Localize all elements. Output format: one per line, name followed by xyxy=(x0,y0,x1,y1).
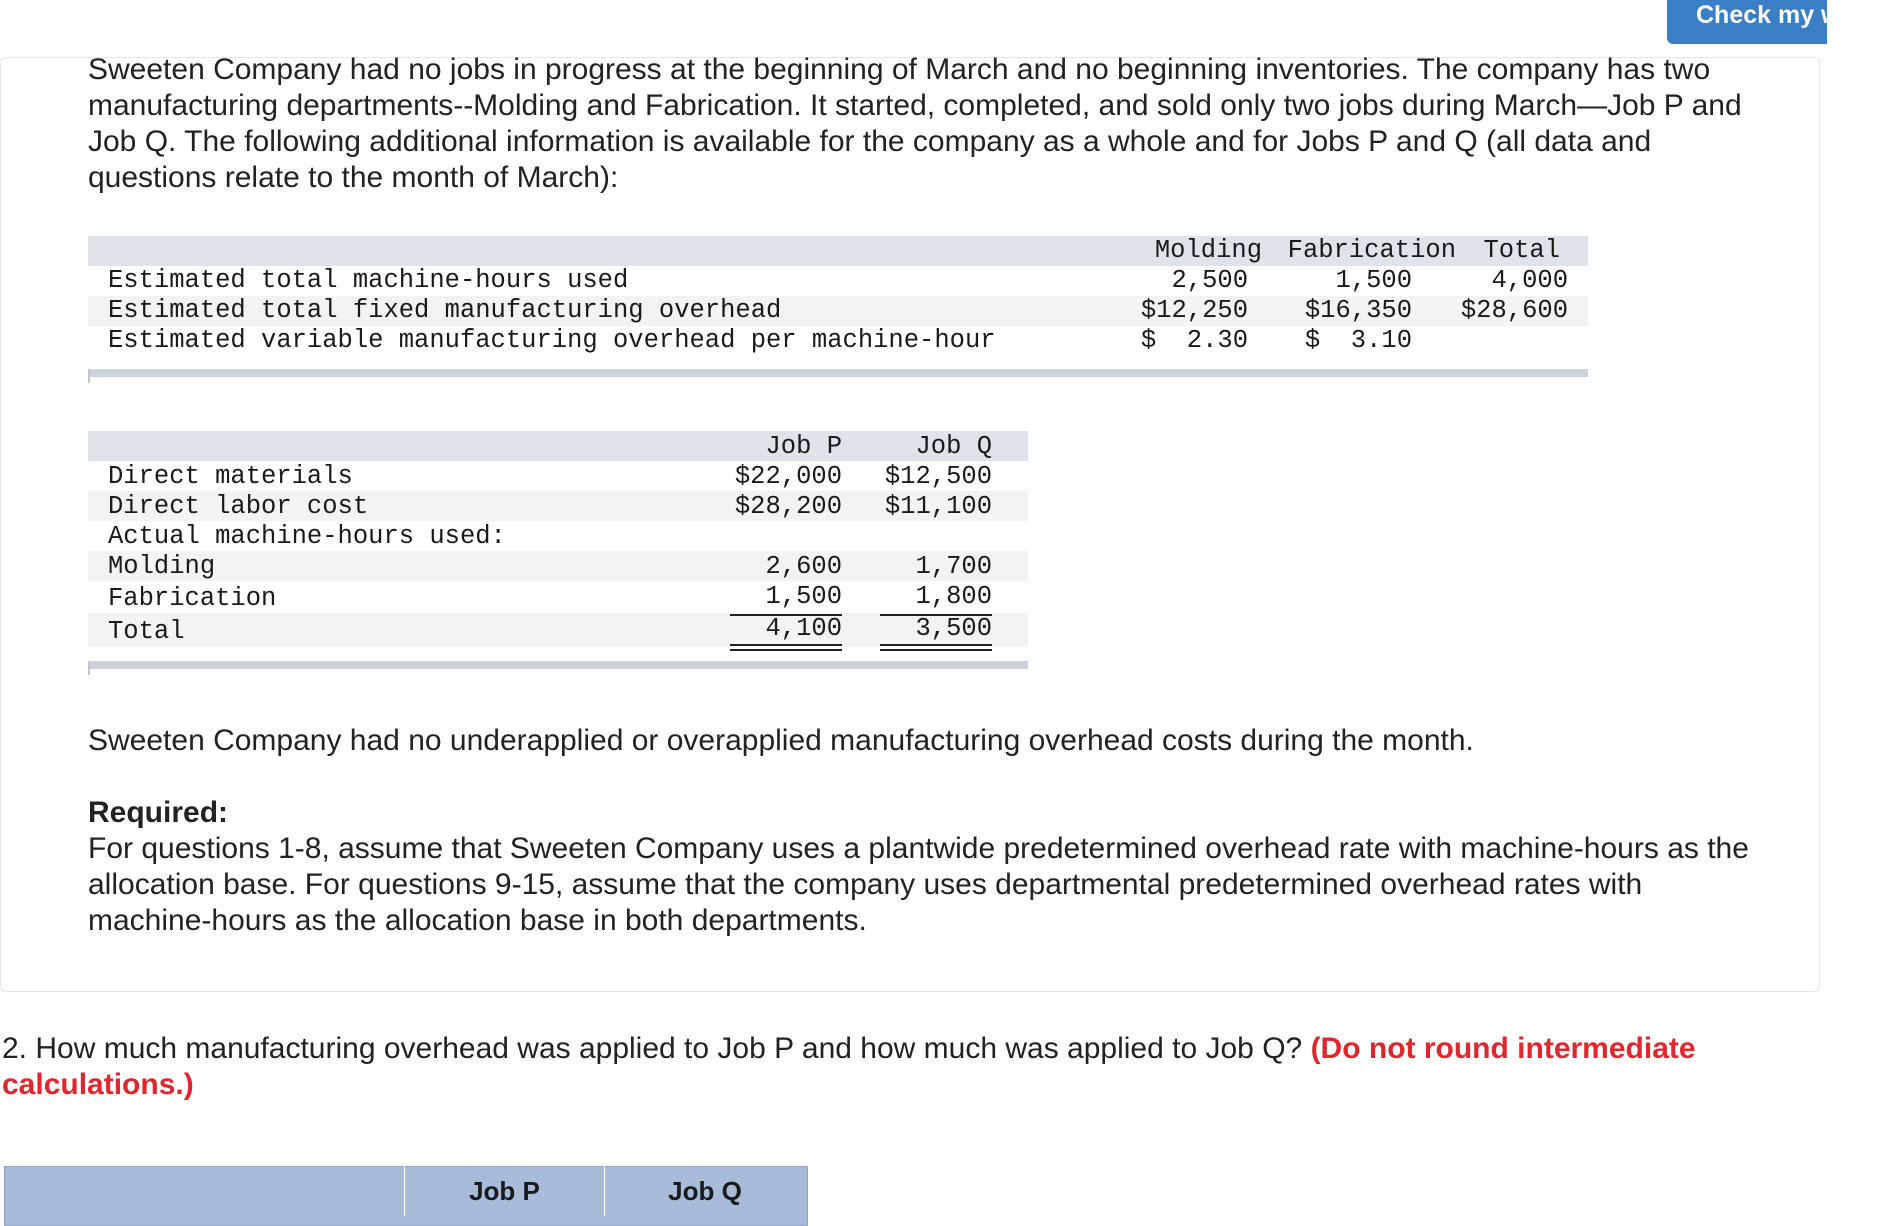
job-table-bottom-rule xyxy=(88,661,1028,669)
dept-row-label: Estimated total fixed manufacturing overhead xyxy=(108,296,782,325)
dept-table-rule-tick xyxy=(88,369,90,383)
job-row-label: Actual machine-hours used: xyxy=(108,522,506,551)
job-p-total-double-underline xyxy=(730,649,842,651)
answer-header-job-q: Job Q xyxy=(604,1166,805,1216)
dept-cell-total: $28,600 xyxy=(1460,296,1568,325)
job-header-q: Job Q xyxy=(915,432,992,461)
required-section xyxy=(88,795,1768,939)
job-cell-p: 2,600 xyxy=(765,552,842,581)
dept-header-fabrication: Fabrication xyxy=(1287,236,1456,265)
question-note: (Do not round intermediate calculations.) xyxy=(2,1032,1696,1101)
dept-header-total: Total xyxy=(1483,236,1560,265)
question-text-block xyxy=(2,1031,1792,1103)
job-cell-p: $28,200 xyxy=(734,492,842,521)
intro-paragraph: Sweeten Company had no jobs in progress at the beginning of March and no beginning inventories. The company has two manufacturing departments--Molding and Fabrication. It started, completed, and sold only two jobs during March—Job P and Job Q. The following additional information is available for the company as a whole and for Jobs P and Q (all data and questions relate to the month of March): xyxy=(88,53,1742,194)
job-q-total-double-underline xyxy=(880,649,992,651)
job-cell-q: 3,500 xyxy=(915,614,992,643)
job-cell-p: 1,500 xyxy=(765,582,842,611)
required-label: Required: xyxy=(88,796,229,829)
dept-cell-fabrication: 1,500 xyxy=(1335,266,1412,295)
dept-row-label: Estimated variable manufacturing overhead per machine-hour xyxy=(108,326,996,355)
job-cell-p: $22,000 xyxy=(734,462,842,491)
job-cell-p: 4,100 xyxy=(765,614,842,643)
job-row-label: Fabrication xyxy=(108,584,277,613)
dept-cell-fabrication: $ 3.10 xyxy=(1304,326,1412,355)
job-p-total-double-underline xyxy=(730,644,842,646)
dept-cell-molding: $12,250 xyxy=(1140,296,1248,325)
job-cell-q: $11,100 xyxy=(884,492,992,521)
question-text: 2. How much manufacturing overhead was applied to Job P and how much was applied to Job Q? xyxy=(2,1032,1303,1065)
underapplied-paragraph: Sweeten Company had no underapplied or overapplied manufacturing overhead costs during the month. xyxy=(88,724,1474,757)
dept-header-molding: Molding xyxy=(1154,236,1262,265)
job-row-label: Total xyxy=(108,617,185,646)
dept-row-label: Estimated total machine-hours used xyxy=(108,266,629,295)
job-cell-q: 1,700 xyxy=(915,552,992,581)
job-header-p: Job P xyxy=(765,432,842,461)
required-text: For questions 1-8, assume that Sweeten Company uses a plantwide predetermined overhead rate with machine-hours as the allocation base. For questions 9-15, assume that the company uses departmental predetermined overhead rates with machine-hours as the allocation base in both departments. xyxy=(88,832,1749,937)
job-cell-q: 1,800 xyxy=(915,582,992,611)
dept-table-bottom-rule xyxy=(88,369,1588,377)
answer-header-job-p: Job P xyxy=(404,1166,604,1216)
job-table-rule-tick xyxy=(88,661,90,675)
job-row-label: Direct labor cost xyxy=(108,492,369,521)
dept-cell-total: 4,000 xyxy=(1491,266,1568,295)
dept-cell-molding: 2,500 xyxy=(1171,266,1248,295)
check-my-work-button[interactable]: Check my work xyxy=(1667,0,1827,44)
job-row-label: Molding xyxy=(108,552,216,581)
job-q-total-double-underline xyxy=(880,644,992,646)
job-cell-q: $12,500 xyxy=(884,462,992,491)
job-row-label: Direct materials xyxy=(108,462,353,491)
dept-cell-fabrication: $16,350 xyxy=(1304,296,1412,325)
dept-cell-molding: $ 2.30 xyxy=(1140,326,1248,355)
